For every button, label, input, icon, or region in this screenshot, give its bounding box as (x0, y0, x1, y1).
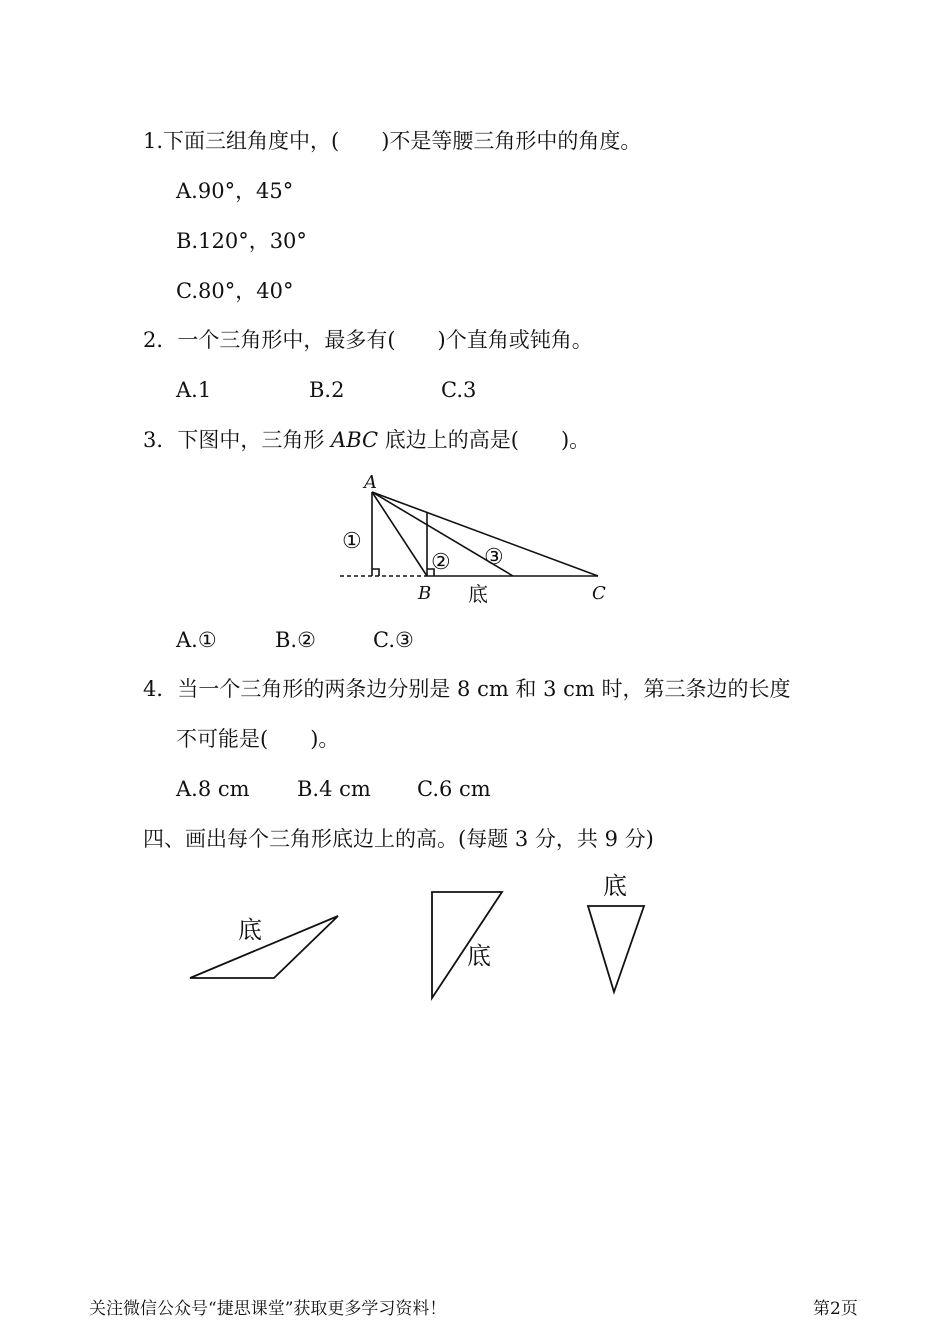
question-3-stem-italic: ABC (331, 428, 379, 452)
footer-promo: 关注微信公众号“捷思课堂”获取更多学习资料！ (89, 1299, 447, 1319)
triangle-2-base-label: 底 (467, 942, 491, 970)
mark-1-label: ① (342, 529, 362, 554)
right-angle-mark-1 (372, 569, 379, 576)
question-3-stem-pre: 3．下图中，三角形 (143, 428, 332, 452)
side-ab (372, 492, 427, 576)
question-4-stem-line1: 4．当一个三角形的两条边分别是 8 cm 和 3 cm 时，第三条边的长度 (143, 677, 791, 701)
triangle-3[interactable] (588, 906, 644, 992)
triangle-1[interactable] (190, 916, 338, 978)
question-1-option-a[interactable]: A.90°，45° (176, 179, 294, 203)
question-4-option-a[interactable]: A.8 cm (176, 777, 250, 801)
section-4-title: 四、画出每个三角形底边上的高。(每题 3 分，共 9 分) (143, 827, 654, 851)
question-2-option-b[interactable]: B.2 (309, 378, 345, 402)
question-2-option-c[interactable]: C.3 (441, 378, 477, 402)
question-1-stem: 1.下面三组角度中，( )不是等腰三角形中的角度。 (143, 129, 642, 153)
mark-3-label: ③ (484, 545, 504, 570)
question-3-stem (143, 427, 590, 453)
question-3-option-a[interactable]: A.① (176, 628, 217, 652)
vertex-a-label: A (364, 472, 377, 493)
vertex-c-label: C (592, 583, 606, 604)
question-1-option-c[interactable]: C.80°，40° (176, 279, 294, 303)
question-3-figure (330, 468, 630, 608)
question-1-option-b[interactable]: B.120°，30° (176, 229, 307, 253)
question-4-option-b[interactable]: B.4 cm (297, 777, 371, 801)
triangle-1-base-label: 底 (238, 916, 262, 944)
question-3-option-c[interactable]: C.③ (373, 628, 414, 652)
question-2-stem: 2．一个三角形中，最多有( )个直角或钝角。 (143, 328, 593, 352)
question-3-option-b[interactable]: B.② (275, 628, 316, 652)
question-4-option-c[interactable]: C.6 cm (417, 777, 491, 801)
page-number: 第2页 (813, 1299, 858, 1319)
mark-2-label: ② (431, 550, 451, 575)
section-4-triangles[interactable] (180, 866, 660, 1006)
question-4-stem-line2: 不可能是( )。 (176, 727, 340, 751)
question-3-stem-post: 底边上的高是( )。 (378, 428, 591, 452)
triangle-3-base-label: 底 (603, 872, 627, 900)
vertex-b-label: B (418, 583, 432, 604)
base-label: 底 (468, 582, 488, 606)
question-2-option-a[interactable]: A.1 (176, 378, 212, 402)
